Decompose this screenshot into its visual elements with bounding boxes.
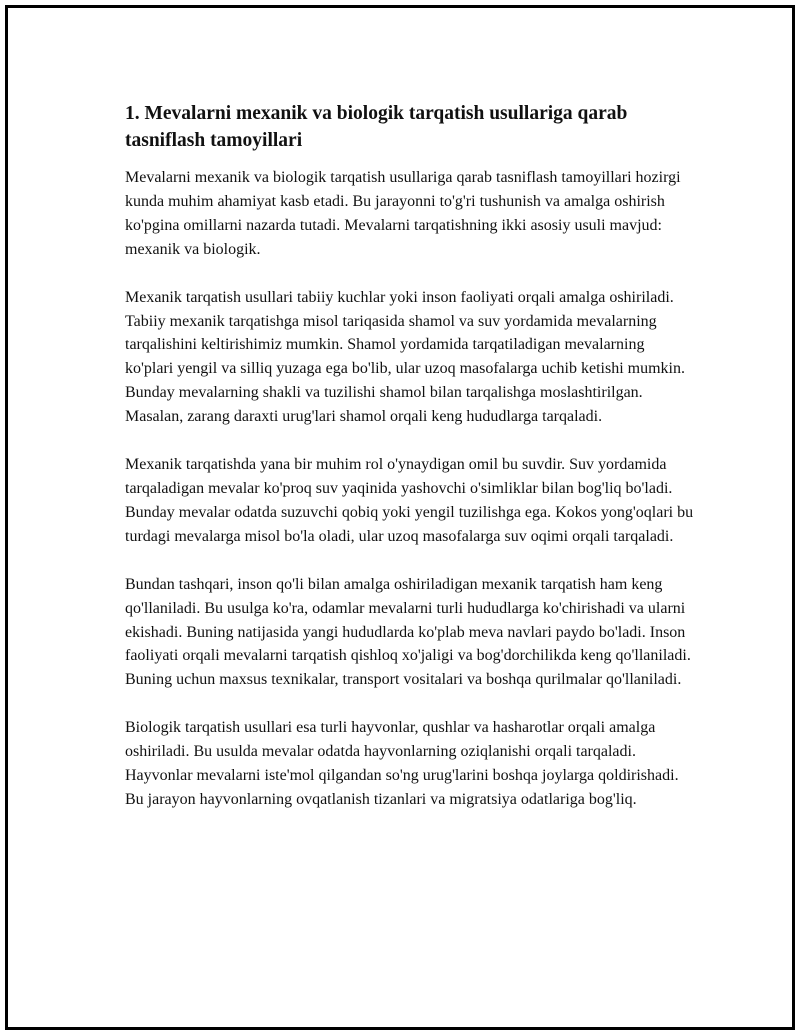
paragraph-water: Mexanik tarqatishda yana bir muhim rol o'ynaydigan omil bu suvdir. Suv yordamida tarqaladigan mevalar ko'proq suv yaqinida yashovchi o'simliklar bilan bog'liq bo'ladi. Bunday mevalar odatda suzuvchi qobiq yoki yengil tuzilishga ega. Kokos yong'oqlari bu turdagi mevalarga misol bo'la oladi, ular uzoq masofalarga suv oqimi orqali tarqaladi. <box>125 456 694 545</box>
document-body <box>125 100 695 836</box>
paragraph-mechanical: Mexanik tarqatish usullari tabiiy kuchlar yoki inson faoliyati orqali amalga oshiriladi. Tabiiy mexanik tarqatishga misol tariqasida shamol va suv yordamida mevalarning tarqalishini keltirishimiz mumkin. Shamol yordamida tarqatiladigan mevalarning ko'plari yengil va silliq yuzaga ega bo'lib, ular uzoq masofalarga uchib ketishi mumkin. Bunday mevalarning shakli va tuzilishi shamol bilan tarqalishga moslashtirilgan. Masalan, zarang daraxti urug'lari shamol orqali keng hududlarga tarqaladi. <box>125 288 685 426</box>
paragraph-human: Bundan tashqari, inson qo'li bilan amalga oshiriladigan mexanik tarqatish ham keng qo'llaniladi. Bu usulga ko'ra, odamlar mevalarni turli hududlarga ko'chirishadi va ularni ekishadi. Buning natijasida yangi hududlarda ko'plab meva navlari paydo bo'ladi. Inson faoliyati orqali mevalarni tarqatish qishloq xo'jaligi va bog'dorchilikda keng qo'llaniladi. Buning uchun maxsus texnikalar, transport vositalari va boshqa qurilmalar qo'llaniladi. <box>125 575 691 689</box>
paragraph-biological: Biologik tarqatish usullari esa turli hayvonlar, qushlar va hasharotlar orqali amalga oshiriladi. Bu usulda mevalar odatda hayvonlarning oziqlanishi orqali tarqaladi. Hayvonlar mevalarni iste'mol qilgandan so'ng urug'larini boshqa joylarga qoldirishadi. Bu jarayon hayvonlarning ovqatlanish tizanlari va migratsiya odatlariga bog'liq. <box>125 719 679 808</box>
section-heading: 1. Mevalarni mexanik va biologik tarqatish usullariga qarab tasniflash tamoyillari <box>125 103 628 151</box>
paragraph-intro: Mevalarni mexanik va biologik tarqatish usullariga qarab tasniflash tamoyillari hozirgi kunda muhim ahamiyat kasb etadi. Bu jarayonni to'g'ri tushunish va amalga oshirish ko'pgina omillarni nazarda tutadi. Mevalarni tarqatishning ikki asosiy usuli mavjud: mexanik va biologik. <box>125 169 681 258</box>
page-frame <box>5 5 795 1030</box>
